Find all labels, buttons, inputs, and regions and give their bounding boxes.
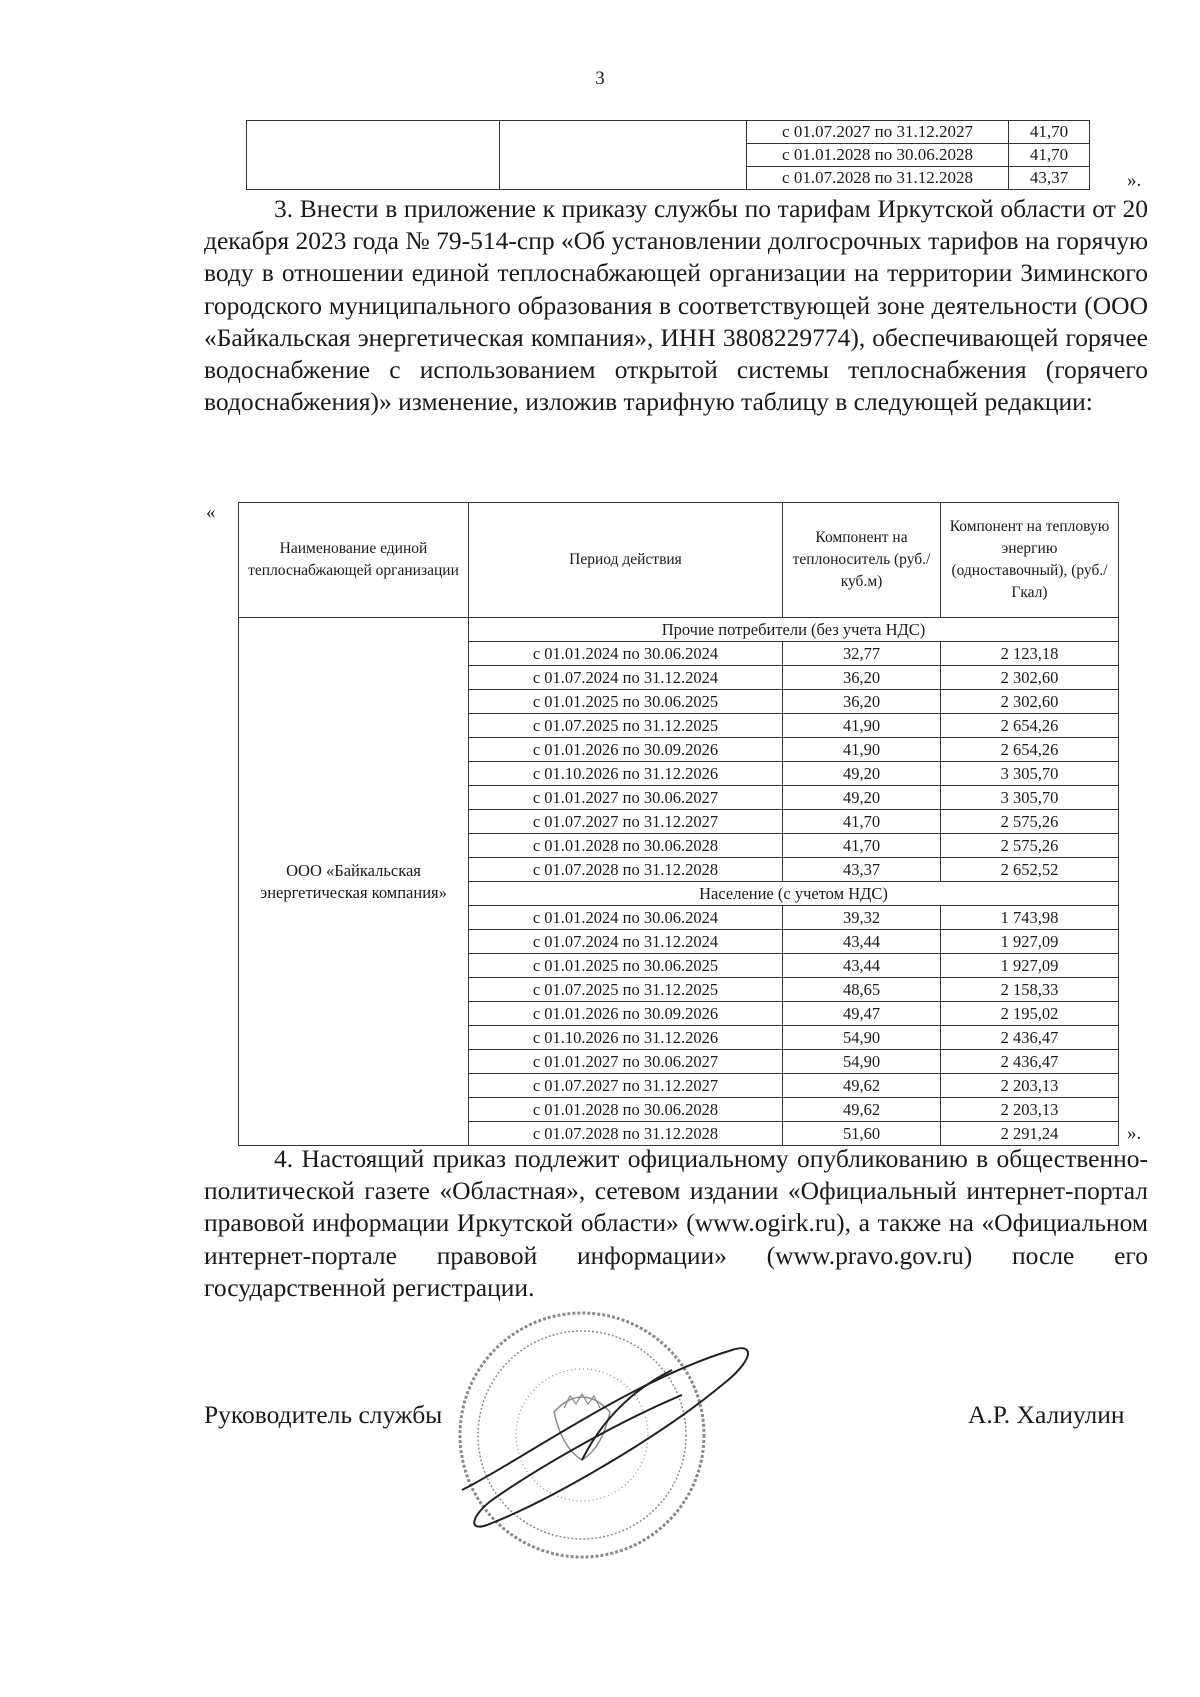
signature-icon bbox=[462, 1348, 748, 1526]
group-title: Прочие потребители (без учета НДС) bbox=[469, 618, 1119, 642]
carrier-cell: 54,90 bbox=[783, 1026, 941, 1050]
energy-cell: 2 654,26 bbox=[941, 738, 1119, 762]
signatory-position: Руководитель службы bbox=[204, 1400, 443, 1429]
carrier-cell: 36,20 bbox=[783, 666, 941, 690]
energy-cell: 2 302,60 bbox=[941, 666, 1119, 690]
value-cell: 41,70 bbox=[1009, 144, 1090, 167]
energy-cell: 3 305,70 bbox=[941, 762, 1119, 786]
period-cell: с 01.07.2028 по 31.12.2028 bbox=[469, 858, 783, 882]
header-period: Период действия bbox=[469, 503, 783, 618]
carrier-cell: 48,65 bbox=[783, 978, 941, 1002]
paragraph-3: 3. Внести в приложение к приказу службы по тарифам Иркутской области от 20 декабря 2023 года № 79-514-спр «Об установлении долгосрочных тарифов на горячую воду в отношении единой теплоснабжающей организации на территории Зиминского городского муниципального образования в соответствующей зоне деятельности (ООО «Байкальская энергетическая компания», ИНН 3808229774), обеспечивающей горячее водоснабжение с использованием открытой системы теплоснабжения (горячего водоснабжения)» изменение, изложив тарифную таблицу в следующей редакции: bbox=[204, 194, 1148, 417]
period-cell: с 01.07.2027 по 31.12.2027 bbox=[747, 121, 1009, 144]
tariff-table bbox=[238, 502, 1119, 1146]
energy-cell: 1 927,09 bbox=[941, 930, 1119, 954]
carrier-cell: 49,20 bbox=[783, 786, 941, 810]
period-cell: с 01.01.2025 по 30.06.2025 bbox=[469, 954, 783, 978]
energy-cell: 2 302,60 bbox=[941, 690, 1119, 714]
energy-cell: 2 203,13 bbox=[941, 1074, 1119, 1098]
energy-cell: 2 436,47 bbox=[941, 1026, 1119, 1050]
carrier-cell: 43,44 bbox=[783, 930, 941, 954]
carrier-cell: 32,77 bbox=[783, 642, 941, 666]
period-cell: с 01.10.2026 по 31.12.2026 bbox=[469, 1026, 783, 1050]
header-org: Наименование единой теплоснабжающей организации bbox=[239, 503, 469, 618]
empty-cell bbox=[247, 121, 500, 190]
page-number: 3 bbox=[595, 68, 605, 89]
period-cell: с 01.01.2028 по 30.06.2028 bbox=[747, 144, 1009, 167]
header-energy: Компонент на тепловую энергию (одноставочный), (руб./Гкал) bbox=[941, 503, 1119, 618]
period-cell: с 01.01.2026 по 30.09.2026 bbox=[469, 1002, 783, 1026]
period-cell: с 01.07.2024 по 31.12.2024 bbox=[469, 930, 783, 954]
energy-cell: 2 195,02 bbox=[941, 1002, 1119, 1026]
period-cell: с 01.07.2025 по 31.12.2025 bbox=[469, 714, 783, 738]
paragraph-4: 4. Настоящий приказ подлежит официальному опубликованию в общественно-политической газете «Областная», сетевом издании «Официальный интернет-портал правовой информации Иркутской области» (www.ogirk.ru), а также на «Официальном интернет-портале правовой информации» (www.pravo.gov.ru) после его государственной регистрации. bbox=[204, 1144, 1148, 1302]
closing-quote-mark: ». bbox=[1127, 1123, 1142, 1144]
period-cell: с 01.01.2027 по 30.06.2027 bbox=[469, 786, 783, 810]
carrier-cell: 43,44 bbox=[783, 954, 941, 978]
table-header-row bbox=[239, 503, 1119, 618]
energy-cell: 2 158,33 bbox=[941, 978, 1119, 1002]
carrier-cell: 54,90 bbox=[783, 1050, 941, 1074]
signatory-name: А.Р. Халиулин bbox=[968, 1400, 1125, 1429]
carrier-cell: 43,37 bbox=[783, 858, 941, 882]
period-cell: с 01.01.2028 по 30.06.2028 bbox=[469, 834, 783, 858]
period-cell: с 01.07.2027 по 31.12.2027 bbox=[469, 810, 783, 834]
period-cell: с 01.01.2027 по 30.06.2027 bbox=[469, 1050, 783, 1074]
period-cell: с 01.01.2025 по 30.06.2025 bbox=[469, 690, 783, 714]
official-stamp-and-signature bbox=[432, 1300, 762, 1580]
round-seal-icon bbox=[460, 1313, 704, 1557]
carrier-cell: 49,47 bbox=[783, 1002, 941, 1026]
energy-cell: 1 927,09 bbox=[941, 954, 1119, 978]
carrier-cell: 41,90 bbox=[783, 714, 941, 738]
table-row bbox=[247, 121, 1090, 144]
period-cell: с 01.01.2024 по 30.06.2024 bbox=[469, 906, 783, 930]
energy-cell: 2 654,26 bbox=[941, 714, 1119, 738]
energy-cell: 2 575,26 bbox=[941, 810, 1119, 834]
period-cell: с 01.07.2028 по 31.12.2028 bbox=[747, 167, 1009, 190]
period-cell: с 01.10.2026 по 31.12.2026 bbox=[469, 762, 783, 786]
carryover-table bbox=[246, 120, 1090, 190]
energy-cell: 2 575,26 bbox=[941, 834, 1119, 858]
carrier-cell: 49,20 bbox=[783, 762, 941, 786]
carrier-cell: 51,60 bbox=[783, 1122, 941, 1146]
period-cell: с 01.07.2027 по 31.12.2027 bbox=[469, 1074, 783, 1098]
carrier-cell: 36,20 bbox=[783, 690, 941, 714]
energy-cell: 1 743,98 bbox=[941, 906, 1119, 930]
carrier-cell: 41,70 bbox=[783, 834, 941, 858]
group-title: Население (с учетом НДС) bbox=[469, 882, 1119, 906]
value-cell: 41,70 bbox=[1009, 121, 1090, 144]
period-cell: с 01.01.2026 по 30.09.2026 bbox=[469, 738, 783, 762]
organization-cell: ООО «Байкальская энергетическая компания» bbox=[239, 618, 469, 1146]
energy-cell: 2 123,18 bbox=[941, 642, 1119, 666]
carrier-cell: 39,32 bbox=[783, 906, 941, 930]
value-cell: 43,37 bbox=[1009, 167, 1090, 190]
carrier-cell: 41,90 bbox=[783, 738, 941, 762]
energy-cell: 3 305,70 bbox=[941, 786, 1119, 810]
empty-cell bbox=[500, 121, 747, 190]
opening-quote-mark: « bbox=[206, 502, 216, 523]
period-cell: с 01.07.2025 по 31.12.2025 bbox=[469, 978, 783, 1002]
group-title-row bbox=[239, 618, 1119, 642]
header-carrier: Компонент на теплоноситель (руб./куб.м) bbox=[783, 503, 941, 618]
period-cell: с 01.07.2024 по 31.12.2024 bbox=[469, 666, 783, 690]
carrier-cell: 49,62 bbox=[783, 1098, 941, 1122]
carrier-cell: 41,70 bbox=[783, 810, 941, 834]
energy-cell: 2 203,13 bbox=[941, 1098, 1119, 1122]
carrier-cell: 49,62 bbox=[783, 1074, 941, 1098]
closing-quote-mark: ». bbox=[1127, 170, 1142, 191]
energy-cell: 2 436,47 bbox=[941, 1050, 1119, 1074]
period-cell: с 01.01.2028 по 30.06.2028 bbox=[469, 1098, 783, 1122]
energy-cell: 2 291,24 bbox=[941, 1122, 1119, 1146]
period-cell: с 01.07.2028 по 31.12.2028 bbox=[469, 1122, 783, 1146]
period-cell: с 01.01.2024 по 30.06.2024 bbox=[469, 642, 783, 666]
energy-cell: 2 652,52 bbox=[941, 858, 1119, 882]
